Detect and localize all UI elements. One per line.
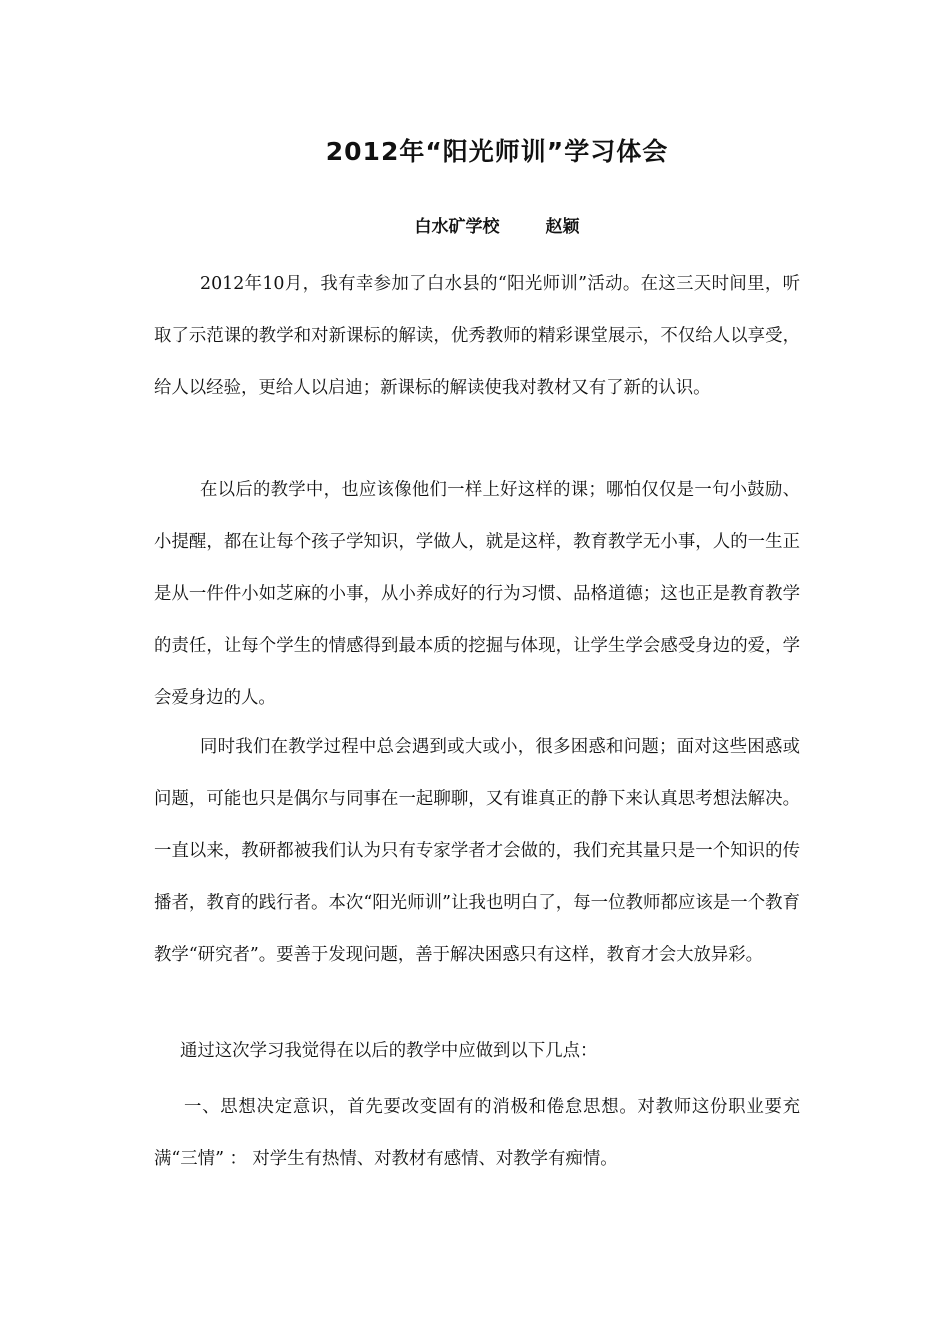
author-school: 白水矿学校 — [414, 217, 500, 237]
author-line — [0, 212, 950, 237]
document-title: 2012年“阳光师训”学习体会 — [325, 137, 669, 166]
paragraph: 在以后的教学中，也应该像他们一样上好这样的课；哪怕仅仅是一句小鼓励、小提醒，都在让每个孩子学知识，学做人，就是这样，教育教学无小事，人的一生正是从一件件小如芝麻的小事，从小养成好的行为习惯、品格道德；这也正是教育教学的责任，让每个学生的情感得到最本质的挖掘与体现，让学生学会感受身边的爱，学会爱身边的人。 — [154, 480, 800, 708]
paragraph: 通过这次学习我觉得在以后的教学中应做到以下几点： — [180, 1041, 598, 1061]
paragraph: 一、思想决定意识，首先要改变固有的消极和倦怠思想。对教师这份职业要充满“三情” ： 对学生有热情、对教材有感情、对教学有痴情。 — [154, 1097, 800, 1169]
paragraph: 同时我们在教学过程中总会遇到或大或小，很多困惑和问题；面对这些困惑或问题，可能也只是偶尔与同事在一起聊聊，又有谁真正的静下来认真思考想法解决。一直以来，教研都被我们认为只有专家学者才会做的，我们充其量只是一个知识的传播者，教育的践行者。本次“阳光师训”让我也明白了，每一位教师都应该是一个教育教学“研究者”。要善于发现问题，善于解决困惑只有这样，教育才会大放异彩。 — [154, 737, 800, 965]
author-name: 赵颖 — [545, 217, 580, 237]
paragraph: 2012年10月，我有幸参加了白水县的“阳光师训”活动。在这三天时间里，听取了示范课的教学和对新课标的解读，优秀教师的精彩课堂展示，不仅给人以享受，给人以经验，更给人以启迪；新课标的解读使我对教材又有了新的认识。 — [154, 274, 800, 398]
